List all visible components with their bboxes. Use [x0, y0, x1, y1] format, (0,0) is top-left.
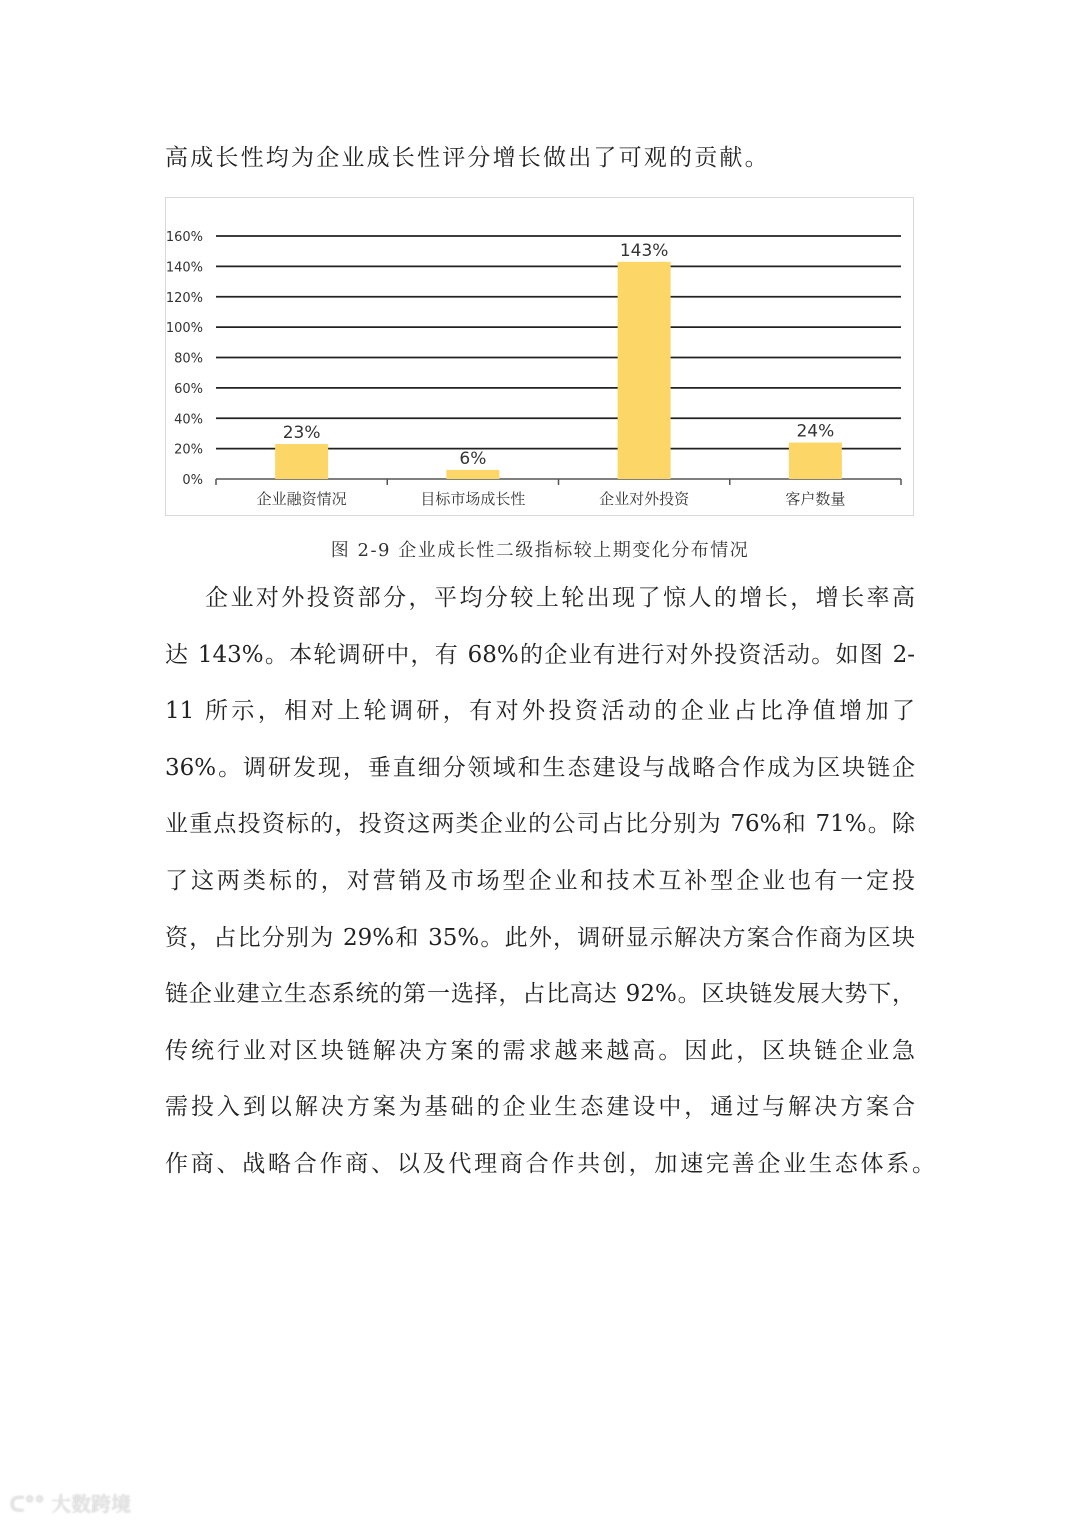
paragraph-line: 了这两类标的，对营销及市场型企业和技术互补型企业也有一定投: [165, 868, 915, 894]
paragraph-line: 资，占比分别为 29%和 35%。此外，调研显示解决方案合作商为区块: [165, 924, 915, 951]
x-tick-label: 目标市场成长性: [420, 490, 526, 508]
y-tick-label: 40%: [174, 412, 203, 428]
x-tick-label: 企业融资情况: [256, 490, 347, 508]
paragraph-line: 36%。调研发现，垂直细分领域和生态建设与战略合作成为区块链企: [165, 754, 915, 781]
bar: [618, 262, 671, 479]
y-tick-label: 120%: [166, 290, 203, 306]
y-tick-label: 100%: [166, 321, 203, 337]
y-tick-label: 160%: [166, 230, 203, 245]
bar-chart: [165, 197, 914, 516]
y-tick-label: 60%: [174, 381, 203, 397]
data-label: 24%: [796, 421, 835, 442]
paragraph-line: 11 所示，相对上轮调研，有对外投资活动的企业占比净值增加了: [165, 698, 915, 725]
x-tick-label: 企业对外投资: [599, 490, 690, 508]
data-label: 23%: [282, 423, 321, 444]
paragraph-line: 需投入到以解决方案为基础的企业生态建设中，通过与解决方案合: [165, 1094, 915, 1121]
chart-svg: [166, 198, 913, 515]
intro-line: 高成长性均为企业成长性评分增长做出了可观的贡献。: [165, 145, 770, 171]
y-tick-label: 80%: [174, 351, 203, 367]
paragraph-line: 链企业建立生态系统的第一选择，占比高达 92%。区块链发展大势下，: [165, 981, 915, 1008]
paragraph-line: 作商、战略合作商、以及代理商合作共创，加速完善企业生态体系。: [165, 1151, 935, 1177]
bar: [789, 443, 842, 479]
x-tick-label: 客户数量: [785, 490, 846, 508]
y-tick-label: 140%: [166, 260, 203, 276]
bar: [275, 444, 328, 479]
paragraph-line: 业重点投资标的，投资这两类企业的公司占比分别为 76%和 71%。除: [165, 811, 915, 838]
figure-caption: 图 2-9 企业成长性二级指标较上期变化分布情况: [330, 540, 750, 561]
watermark-text: 大数跨境: [50, 1492, 131, 1516]
paragraph-line: 企业对外投资部分，平均分较上轮出现了惊人的增长，增长率高: [205, 585, 915, 611]
bar: [446, 470, 499, 479]
watermark-logo: ᑕ°° 大数跨境: [10, 1492, 131, 1516]
y-tick-label: 20%: [174, 442, 203, 458]
data-label: 143%: [619, 240, 669, 261]
paragraph-line: 达 143%。本轮调研中，有 68%的企业有进行对外投资活动。如图 2-: [165, 641, 915, 668]
paragraph-line: 传统行业对区块链解决方案的需求越来越高。因此，区块链企业急: [165, 1037, 915, 1064]
y-tick-label: 0%: [182, 473, 203, 488]
data-label: 6%: [459, 448, 487, 469]
